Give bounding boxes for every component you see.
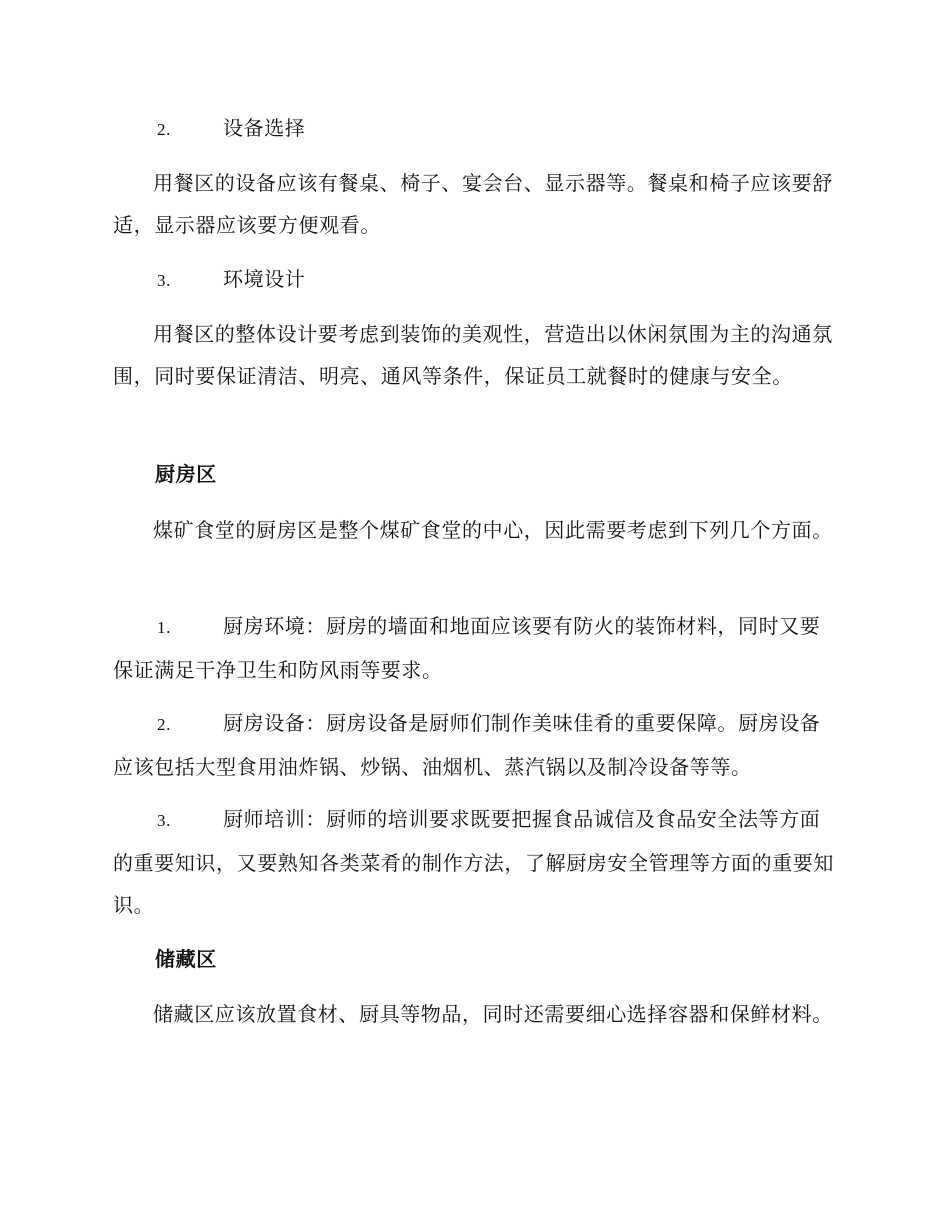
paragraph-environment bbox=[113, 313, 835, 397]
list-text: 厨房设备：厨房设备是厨师们制作美味佳肴的重要保障。厨房设备应该包括大型食用油炸锅、炒锅、油烟机、蒸汽锅以及制冷设备等等。 bbox=[113, 711, 821, 779]
list-item-equipment bbox=[113, 107, 835, 151]
heading-text: 厨房区 bbox=[155, 462, 217, 486]
list-number: 2. bbox=[157, 715, 171, 734]
section-heading-storage bbox=[113, 945, 835, 973]
heading-text: 储藏区 bbox=[155, 947, 217, 971]
section-heading-kitchen bbox=[113, 460, 835, 488]
list-number: 1. bbox=[157, 618, 171, 637]
paragraph-text: 用餐区的整体设计要考虑到装饰的美观性，营造出以休闲氛围为主的沟通氛围，同时要保证清洁、明亮、通风等条件，保证员工就餐时的健康与安全。 bbox=[113, 322, 833, 388]
list-item-kitchen-environment bbox=[113, 605, 835, 691]
list-number: 3. bbox=[157, 811, 171, 830]
list-number: 2. bbox=[157, 120, 171, 139]
paragraph-storage bbox=[113, 993, 835, 1035]
list-item-chef-training bbox=[113, 798, 835, 926]
list-text: 厨房环境：厨房的墙面和地面应该要有防火的装饰材料，同时又要保证满足干净卫生和防风雨等要求。 bbox=[113, 614, 821, 682]
list-number: 3. bbox=[157, 271, 171, 290]
paragraph-kitchen-intro bbox=[113, 509, 835, 551]
list-item-kitchen-equipment bbox=[113, 702, 835, 788]
paragraph-equipment bbox=[113, 162, 835, 246]
list-item-environment bbox=[113, 258, 835, 302]
paragraph-text: 煤矿食堂的厨房区是整个煤矿食堂的中心，因此需要考虑到下列几个方面。 bbox=[153, 518, 833, 542]
list-text: 设备选择 bbox=[223, 116, 306, 140]
list-text: 厨师培训：厨师的培训要求既要把握食品诚信及食品安全法等方面的重要知识，又要熟知各类菜肴的制作方法，了解厨房安全管理等方面的重要知识。 bbox=[113, 807, 834, 917]
list-text: 环境设计 bbox=[223, 267, 306, 291]
paragraph-text: 用餐区的设备应该有餐桌、椅子、宴会台、显示器等。餐桌和椅子应该要舒适，显示器应该要方便观看。 bbox=[113, 171, 833, 237]
paragraph-text: 储藏区应该放置食材、厨具等物品，同时还需要细心选择容器和保鲜材料。 bbox=[153, 1002, 833, 1026]
